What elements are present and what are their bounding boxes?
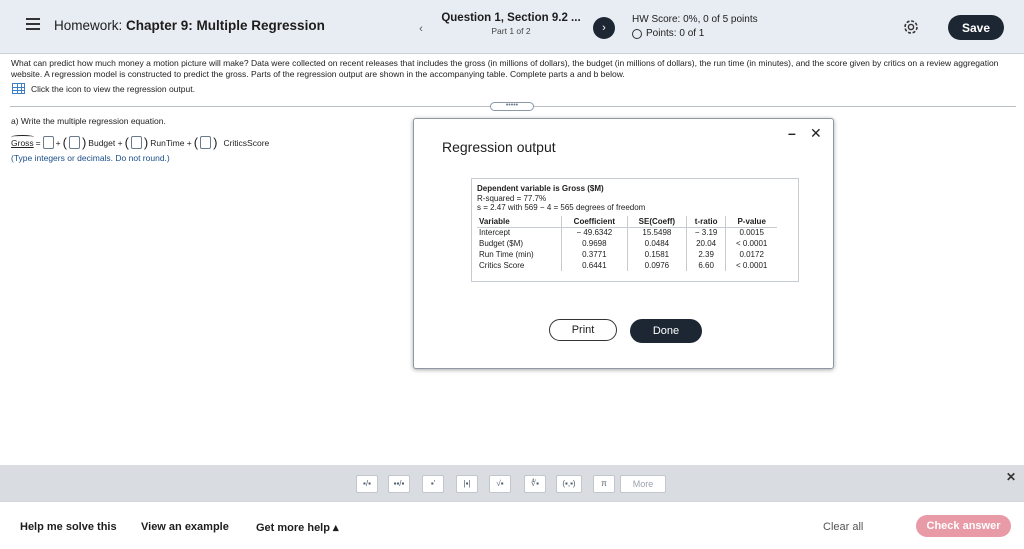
header-bar — [0, 0, 1024, 54]
table-cell: 0.9698 — [561, 238, 627, 249]
gross-hat-label: Gross — [11, 137, 34, 148]
done-button[interactable]: Done — [630, 319, 702, 343]
get-more-help-link[interactable]: Get more help ▴ — [256, 522, 339, 534]
table-cell: 6.60 — [686, 260, 725, 271]
math-toolbar — [0, 465, 1024, 501]
budget-coef-answer-box[interactable] — [69, 136, 80, 149]
help-me-solve-link[interactable]: Help me solve this — [20, 521, 117, 533]
check-answer-button[interactable]: Check answer — [916, 515, 1011, 537]
runtime-coef-answer-box[interactable] — [131, 136, 142, 149]
column-header: SE(Coeff) — [627, 216, 686, 227]
table-row — [477, 227, 777, 238]
more-tools-button[interactable]: More — [620, 475, 666, 493]
interval-tool-button[interactable]: (▪,▪) — [556, 475, 582, 493]
question-selector[interactable] — [436, 12, 586, 36]
table-cell: 15.5498 — [627, 227, 686, 238]
nth-root-tool-button[interactable]: ∜▪ — [524, 475, 546, 493]
r-squared: R-squared = 77.7% — [477, 193, 547, 203]
column-header: t-ratio — [686, 216, 725, 227]
pi-tool-button[interactable]: π — [593, 475, 615, 493]
close-paren: ) — [213, 135, 218, 150]
score-panel — [632, 14, 758, 39]
table-row — [477, 260, 777, 271]
close-paren: ) — [81, 135, 87, 150]
menu-icon[interactable] — [26, 18, 40, 30]
sqrt-tool-button[interactable]: √▪ — [489, 475, 511, 493]
plus-sign: + — [55, 137, 61, 148]
hw-score: HW Score: 0%, 0 of 5 points — [632, 14, 758, 25]
table-cell: 0.3771 — [561, 249, 627, 260]
footer-bar — [0, 501, 1024, 549]
part-a-prompt: a) Write the multiple regression equation. — [11, 116, 166, 126]
minimize-icon[interactable]: – — [788, 125, 796, 141]
table-cell: 0.0484 — [627, 238, 686, 249]
table-cell: − 3.19 — [686, 227, 725, 238]
regression-table-box — [471, 178, 799, 282]
regression-output-link[interactable] — [12, 83, 195, 94]
next-question-button[interactable]: › — [593, 17, 615, 39]
open-paren: ( — [193, 135, 199, 150]
critics-coef-answer-box[interactable] — [200, 136, 211, 149]
table-icon[interactable] — [12, 83, 25, 94]
table-cell: Budget ($M) — [479, 238, 524, 248]
std-error-line: s = 2.47 with 569 − 4 = 565 degrees of freedom — [477, 203, 646, 212]
fraction-tool-button[interactable]: ▪/▪ — [356, 475, 378, 493]
dependent-variable: Dependent variable is Gross ($M) — [477, 184, 604, 193]
table-cell: 0.6441 — [561, 260, 627, 271]
absolute-value-tool-button[interactable]: |▪| — [456, 475, 478, 493]
table-cell: 0.0976 — [627, 260, 686, 271]
column-header: P-value — [726, 216, 777, 227]
table-cell: Intercept — [479, 228, 511, 237]
intercept-answer-box[interactable] — [43, 136, 54, 149]
critics-term: CriticsScore — [223, 137, 270, 148]
print-button[interactable]: Print — [549, 319, 617, 341]
table-cell: Critics Score — [479, 260, 525, 270]
question-title: Question 1, Section 9.2 ... — [441, 12, 581, 24]
homework-title-prefix: Homework: — [54, 18, 123, 33]
table-cell: Run Time (min) — [479, 249, 534, 259]
regression-link-label: Click the icon to view the regression output. — [31, 83, 195, 94]
clear-all-button[interactable]: Clear all — [823, 521, 864, 533]
table-cell: 0.0015 — [726, 227, 777, 238]
gear-icon[interactable] — [901, 17, 921, 37]
homework-title-name: Chapter 9: Multiple Regression — [126, 18, 325, 33]
table-cell: − 49.6342 — [561, 227, 627, 238]
runtime-term: RunTime + — [150, 137, 192, 148]
exponent-tool-button[interactable]: ▪' — [422, 475, 444, 493]
column-header: Variable — [477, 216, 561, 227]
previous-question-button[interactable]: ‹ — [410, 17, 432, 39]
table-cell: 0.1581 — [627, 249, 686, 260]
question-part: Part 1 of 2 — [491, 26, 531, 36]
mixed-number-tool-button[interactable]: ▪▪/▪ — [388, 475, 410, 493]
regression-summary — [477, 184, 768, 270]
toolbar-close-icon[interactable]: ✕ — [1006, 470, 1017, 484]
view-example-link[interactable]: View an example — [141, 521, 229, 533]
open-paren: ( — [124, 135, 129, 150]
open-paren: ( — [62, 135, 67, 150]
regression-equation — [11, 136, 269, 149]
points-score: Points: 0 of 1 — [646, 28, 705, 39]
homework-title — [54, 18, 325, 33]
budget-term: Budget + — [88, 137, 123, 148]
question-text: What can predict how much money a motion picture will make? Data were collected on recent releases that includes the gross (in millions of dollars), the budget (in millions of dollars), the run time (in minutes), and the score given by critics on a review aggregation website. A regression model is constructed to predict the gross. Parts of the regression output are shown in the accompanying table. Complete parts a and b below. — [11, 58, 999, 79]
table-cell: 2.39 — [686, 249, 725, 260]
answer-format-hint: (Type integers or decimals. Do not round.) — [11, 153, 170, 163]
table-cell: 0.0172 — [726, 249, 777, 260]
column-header: Coefficient — [561, 216, 627, 227]
points-circle-icon — [632, 29, 642, 39]
close-paren: ) — [143, 135, 149, 150]
regression-table — [477, 216, 777, 271]
save-button[interactable]: Save — [948, 15, 1004, 40]
equals-sign: = — [35, 137, 41, 148]
regression-output-dialog — [413, 118, 834, 369]
table-header-row — [477, 216, 777, 227]
table-cell: < 0.0001 — [726, 238, 777, 249]
close-icon[interactable]: ✕ — [810, 125, 822, 141]
table-row — [477, 249, 777, 260]
table-cell: < 0.0001 — [726, 260, 777, 271]
table-cell: 20.04 — [686, 238, 725, 249]
resize-handle[interactable]: ••••• — [490, 102, 534, 111]
table-row — [477, 238, 777, 249]
dialog-title: Regression output — [442, 139, 556, 155]
